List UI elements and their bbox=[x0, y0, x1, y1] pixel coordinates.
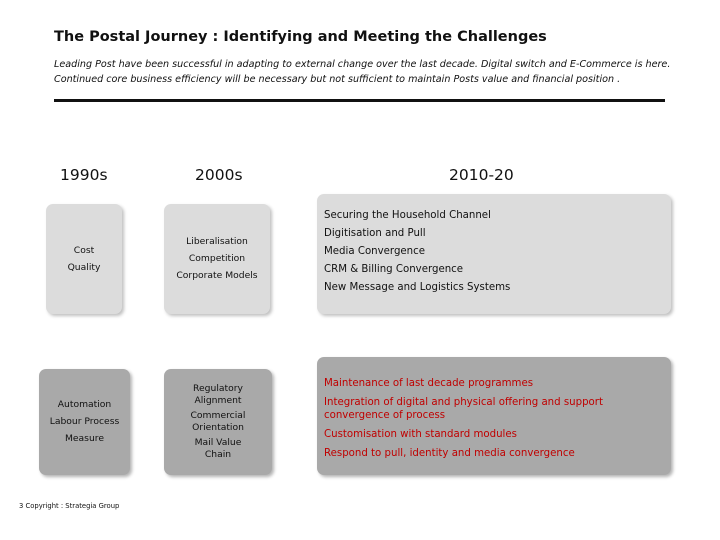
box-item: Integration of digital and physical offering and support convergence of process bbox=[324, 397, 603, 421]
box-item: Measure bbox=[64, 433, 105, 444]
box-item: New Message and Logistics Systems bbox=[324, 282, 511, 293]
box-2010-20-top bbox=[317, 194, 671, 314]
box-2000s-bottom bbox=[164, 369, 272, 475]
box-item: Securing the Household Channel bbox=[324, 210, 491, 221]
box-item: Regulatory Alignment bbox=[193, 383, 243, 406]
box-item: Cost bbox=[73, 244, 95, 256]
page-title: The Postal Journey : Identifying and Meeting the Challenges bbox=[54, 29, 547, 45]
box-item: Quality bbox=[67, 261, 101, 273]
box-item: Mail Value Chain bbox=[194, 437, 242, 460]
box-2010-20-bottom bbox=[317, 357, 671, 475]
box-item: Respond to pull, identity and media convergence bbox=[324, 448, 575, 459]
box-item: Corporate Models bbox=[176, 270, 258, 281]
page-subtitle: Leading Post have been successful in adapting to external change over the last decade. Digital switch and E-Commerce is here. Continued core business efficiency will be necessary but not sufficient to maintain Posts value and financial position . bbox=[54, 59, 671, 85]
footer-copyright: 3 Copyright : Strategia Group bbox=[19, 502, 120, 510]
box-item: Competition bbox=[188, 253, 246, 264]
era-heading-1990s: 1990s bbox=[60, 166, 108, 184]
era-heading-2000s: 2000s bbox=[195, 166, 243, 184]
box-item: Automation bbox=[57, 399, 112, 410]
box-item: CRM & Billing Convergence bbox=[324, 264, 464, 275]
box-item: Labour Process bbox=[49, 416, 120, 427]
box-item: Commercial Orientation bbox=[190, 410, 246, 433]
box-item: Digitisation and Pull bbox=[324, 228, 426, 239]
era-heading-2010-20: 2010-20 bbox=[449, 166, 514, 184]
box-1990s-bottom bbox=[39, 369, 130, 475]
box-item: Liberalisation bbox=[186, 236, 248, 247]
box-1990s-top bbox=[46, 204, 122, 314]
box-item: Maintenance of last decade programmes bbox=[324, 378, 534, 389]
divider bbox=[54, 99, 665, 102]
box-2000s-top bbox=[164, 204, 270, 314]
box-item: Media Convergence bbox=[324, 246, 426, 257]
box-item: Customisation with standard modules bbox=[324, 429, 517, 440]
